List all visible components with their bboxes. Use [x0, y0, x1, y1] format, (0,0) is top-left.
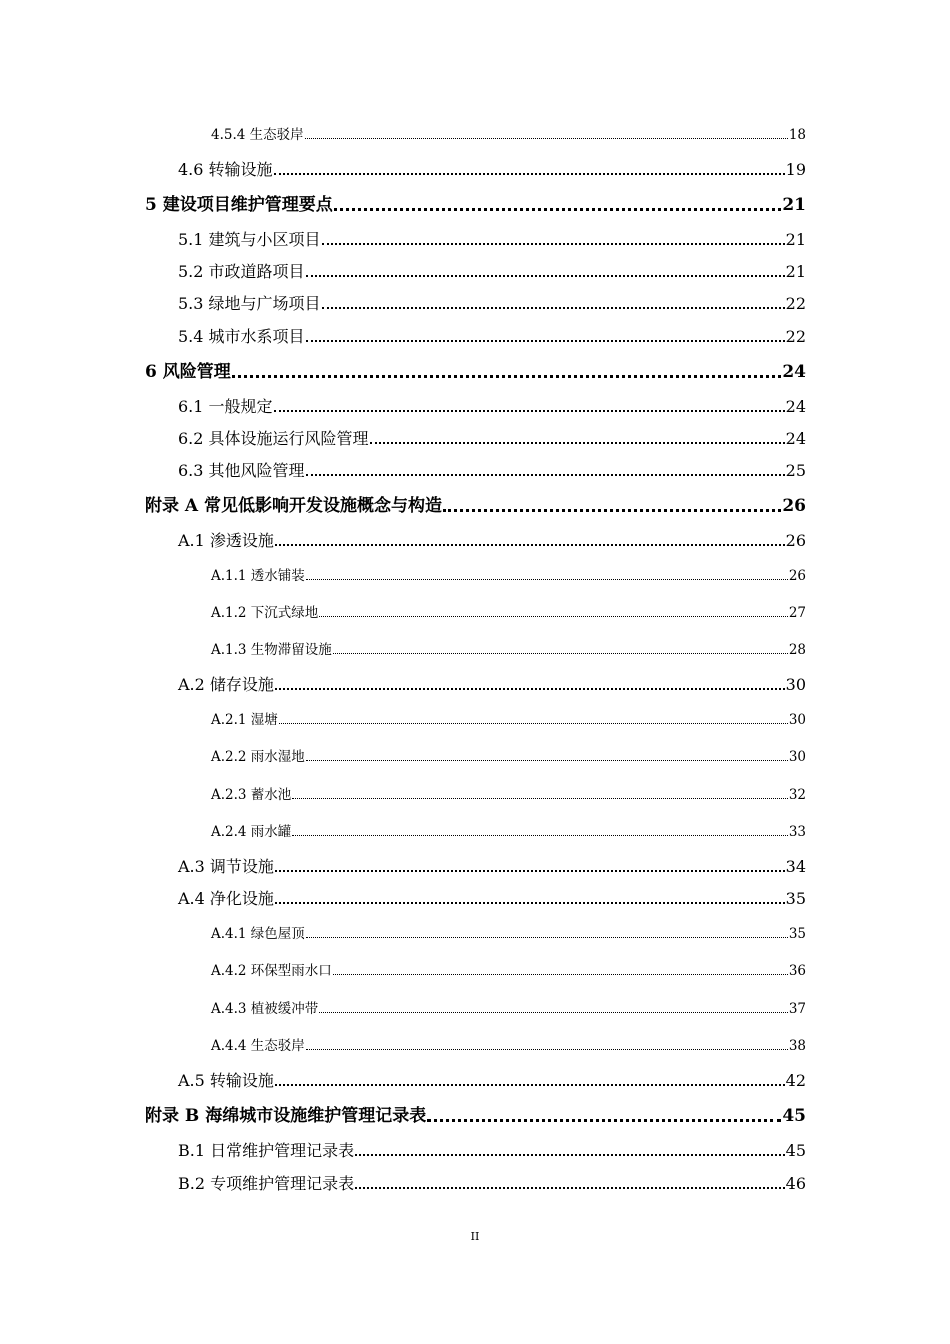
toc-entry-label: A.4.2 环保型雨水口 — [211, 963, 332, 979]
dot-leader — [355, 1187, 785, 1189]
toc-entry-label: A.5 转输设施 — [178, 1071, 274, 1090]
dot-leader — [292, 835, 788, 836]
dot-leader — [275, 902, 785, 904]
dot-leader — [232, 375, 782, 378]
dot-leader — [322, 243, 785, 245]
toc-entry-label: A.1 渗透设施 — [178, 531, 274, 550]
toc-entry-page: 30 — [785, 675, 806, 694]
dot-leader — [322, 307, 785, 309]
toc-entry[interactable] — [211, 783, 806, 805]
page-number: II — [470, 1230, 480, 1243]
toc-entry[interactable] — [211, 564, 806, 586]
toc-entry-page: 18 — [788, 127, 806, 143]
toc-entry-page: 30 — [788, 712, 806, 728]
toc-entry[interactable] — [211, 123, 806, 145]
toc-entry[interactable] — [178, 158, 806, 180]
toc-entry-page: 37 — [788, 1001, 806, 1017]
toc-entry[interactable] — [178, 459, 806, 481]
toc-entry[interactable] — [178, 1139, 806, 1161]
dot-leader — [427, 1119, 781, 1122]
toc-entry[interactable] — [145, 193, 806, 215]
dot-leader — [306, 474, 785, 476]
toc-entry[interactable] — [178, 325, 806, 347]
toc-entry-label: 5 建设项目维护管理要点 — [145, 195, 333, 215]
dot-leader — [275, 544, 785, 546]
dot-leader — [306, 760, 788, 761]
toc-entry-label: A.2 储存设施 — [178, 675, 274, 694]
dot-leader — [319, 1012, 788, 1013]
toc-entry-label: A.4.4 生态驳岸 — [211, 1038, 305, 1054]
toc-entry[interactable] — [211, 1034, 806, 1056]
toc-entry[interactable] — [178, 292, 806, 314]
toc-entry-page: 35 — [785, 889, 806, 908]
dot-leader — [306, 1049, 788, 1050]
toc-entry-page: 21 — [785, 230, 806, 249]
toc-entry[interactable] — [211, 959, 806, 981]
toc-entry-label: A.4.1 绿色屋顶 — [211, 926, 305, 942]
toc-entry[interactable] — [178, 529, 806, 551]
toc-entry-label: A.1.3 生物滞留设施 — [211, 642, 332, 658]
toc-entry-label: A.4 净化设施 — [178, 889, 274, 908]
toc-entry-page: 19 — [785, 160, 806, 179]
toc-entry[interactable] — [211, 745, 806, 767]
toc-entry-page: 45 — [782, 1106, 806, 1126]
dot-leader — [306, 579, 788, 580]
toc-entry-page: 25 — [785, 461, 806, 480]
toc-entry-label: A.3 调节设施 — [178, 857, 274, 876]
toc-entry-label: 5.1 建筑与小区项目 — [178, 230, 321, 249]
toc-entry-label: A.4.3 植被缓冲带 — [211, 1001, 319, 1017]
toc-entry-label: A.1.1 透水铺装 — [211, 568, 305, 584]
toc-entry-label: 5.2 市政道路项目 — [178, 262, 305, 281]
toc-entry-page: 22 — [785, 294, 806, 313]
dot-leader — [275, 688, 785, 690]
toc-entry[interactable] — [178, 673, 806, 695]
dot-leader — [334, 208, 782, 211]
dot-leader — [443, 509, 781, 512]
toc-entry-page: 21 — [782, 195, 806, 215]
dot-leader — [333, 653, 788, 654]
toc-entry-label: B.2 专项维护管理记录表 — [178, 1174, 355, 1193]
toc-entry[interactable] — [211, 601, 806, 623]
toc-entry-label: 5.4 城市水系项目 — [178, 327, 305, 346]
toc-entry[interactable] — [178, 260, 806, 282]
toc-entry[interactable] — [145, 360, 806, 382]
toc-entry[interactable] — [211, 820, 806, 842]
toc-entry[interactable] — [178, 395, 806, 417]
toc-entry-label: A.2.2 雨水湿地 — [211, 749, 305, 765]
dot-leader — [333, 974, 788, 975]
toc-entry[interactable] — [178, 228, 806, 250]
dot-leader — [274, 173, 785, 175]
toc-entry-page: 30 — [788, 749, 806, 765]
toc-entry-label: A.2.1 湿塘 — [211, 712, 278, 728]
toc-entry-label: 4.6 转输设施 — [178, 160, 273, 179]
dot-leader — [274, 410, 785, 412]
toc-entry-page: 45 — [785, 1141, 806, 1160]
toc-entry[interactable] — [178, 1172, 806, 1194]
dot-leader — [275, 870, 785, 872]
toc-entry[interactable] — [145, 1104, 806, 1126]
dot-leader — [319, 616, 788, 617]
toc-entry[interactable] — [211, 638, 806, 660]
toc-entry-label: 5.3 绿地与广场项目 — [178, 294, 321, 313]
toc-entry-page: 26 — [782, 496, 806, 516]
toc-entry-label: 6.3 其他风险管理 — [178, 461, 305, 480]
toc-entry-page: 24 — [782, 362, 806, 382]
toc-entry-page: 24 — [785, 429, 806, 448]
toc-entry[interactable] — [178, 855, 806, 877]
toc-entry[interactable] — [178, 887, 806, 909]
toc-entry[interactable] — [211, 922, 806, 944]
toc-entry-page: 32 — [788, 787, 806, 803]
toc-entry-page: 33 — [788, 824, 806, 840]
toc-entry-label: 附录 A 常见低影响开发设施概念与构造 — [145, 496, 443, 516]
toc-entry[interactable] — [178, 1069, 806, 1091]
toc-entry-label: 6.1 一般规定 — [178, 397, 273, 416]
toc-entry-label: A.1.2 下沉式绿地 — [211, 605, 319, 621]
toc-entry-label: 4.5.4 生态驳岸 — [211, 127, 304, 143]
toc-entry-page: 36 — [788, 963, 806, 979]
toc-entry-label: A.2.3 蓄水池 — [211, 787, 292, 803]
dot-leader — [279, 723, 788, 724]
dot-leader — [306, 340, 785, 342]
dot-leader — [355, 1154, 785, 1156]
dot-leader — [306, 275, 785, 277]
toc-entry-page: 35 — [788, 926, 806, 942]
dot-leader — [292, 798, 788, 799]
toc-entry-label: B.1 日常维护管理记录表 — [178, 1141, 355, 1160]
toc-entry-label: 附录 B 海绵城市设施维护管理记录表 — [145, 1106, 427, 1126]
dot-leader — [370, 442, 785, 444]
toc-entry-page: 42 — [785, 1071, 806, 1090]
toc-entry-page: 26 — [785, 531, 806, 550]
toc-entry-page: 21 — [785, 262, 806, 281]
dot-leader — [306, 937, 788, 938]
toc-entry[interactable] — [178, 427, 806, 449]
toc-entry-page: 38 — [788, 1038, 806, 1054]
toc-entry-page: 28 — [788, 642, 806, 658]
toc-entry-page: 24 — [785, 397, 806, 416]
dot-leader — [275, 1084, 785, 1086]
toc-entry-page: 46 — [785, 1174, 806, 1193]
toc-entry-page: 27 — [788, 605, 806, 621]
toc-entry-page: 22 — [785, 327, 806, 346]
toc-entry[interactable] — [145, 494, 806, 516]
toc-entry-label: 6.2 具体设施运行风险管理 — [178, 429, 369, 448]
toc-entry[interactable] — [211, 997, 806, 1019]
toc-entry[interactable] — [211, 708, 806, 730]
toc-entry-label: A.2.4 雨水罐 — [211, 824, 292, 840]
toc-entry-page: 34 — [785, 857, 806, 876]
toc-entry-page: 26 — [788, 568, 806, 584]
toc-entry-label: 6 风险管理 — [145, 362, 231, 382]
dot-leader — [305, 138, 788, 139]
